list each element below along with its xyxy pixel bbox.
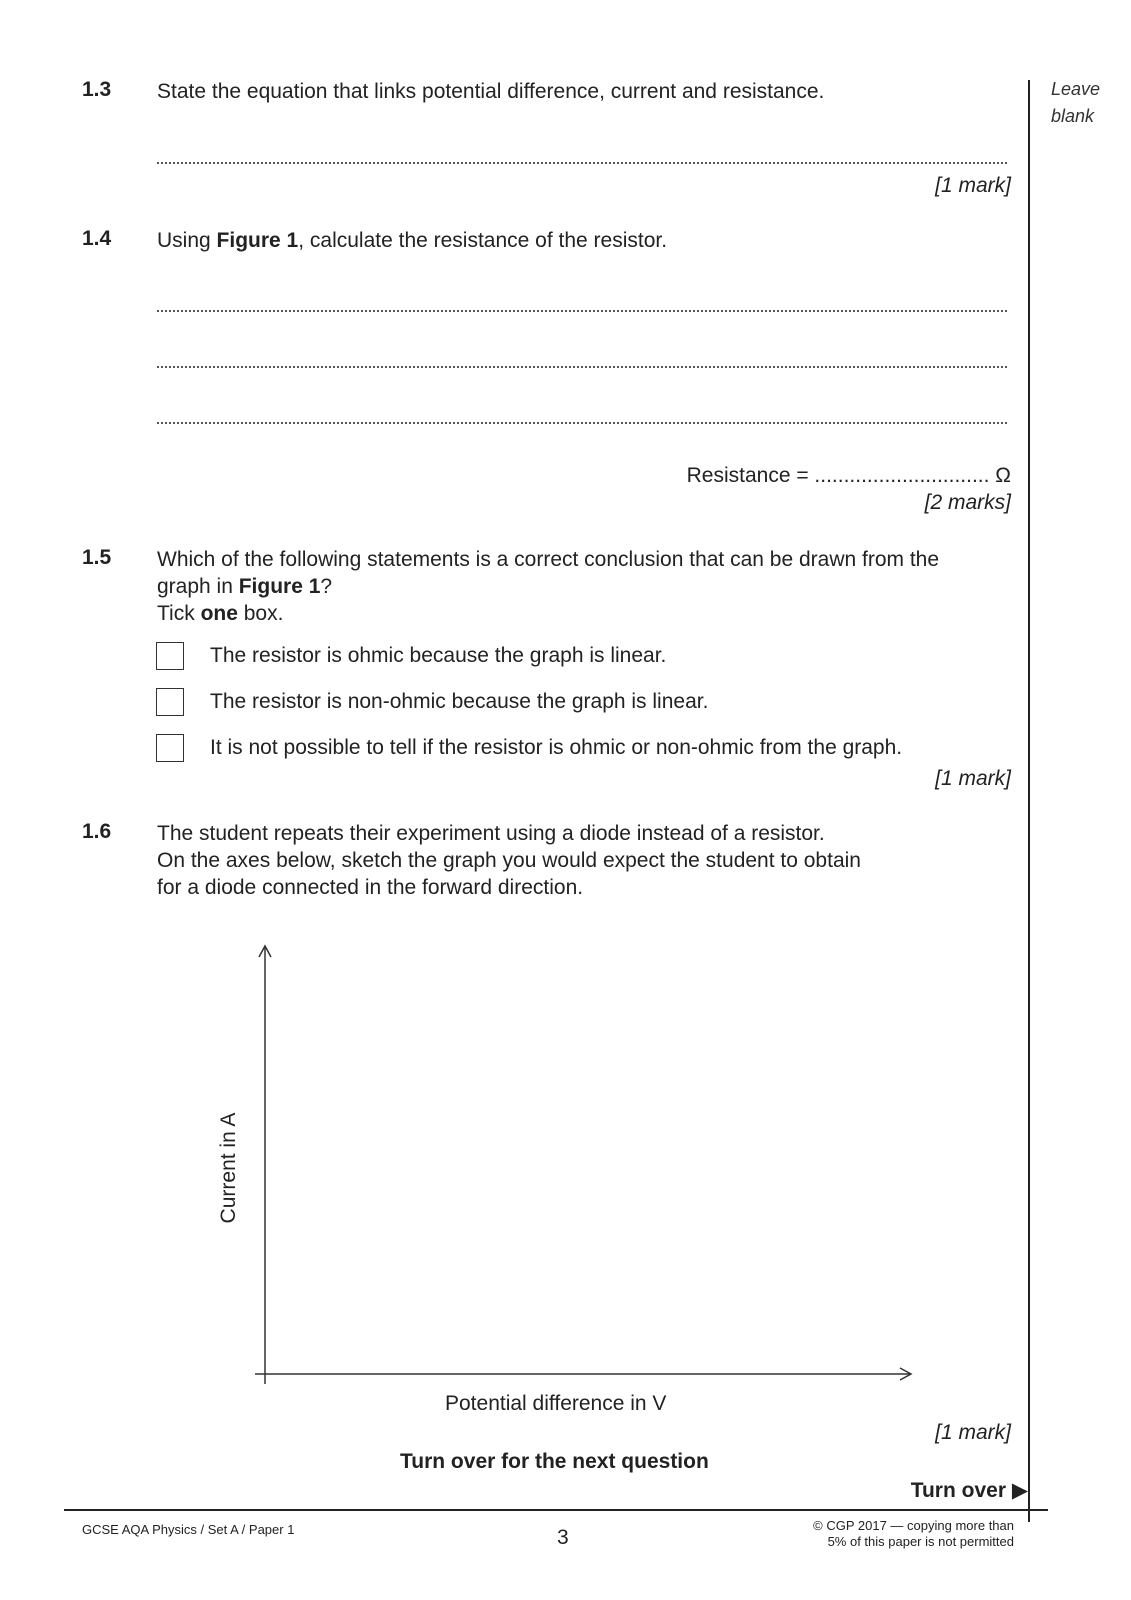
option-label-2: The resistor is non-ohmic because the graph is linear. [210, 690, 709, 713]
question-number-1-4: 1.4 [82, 227, 112, 250]
question-text-1-5: Which of the following statements is a correct conclusion that can be drawn from the graph in Figure 1? Tick one box. [157, 548, 940, 625]
question-text-1-3: State the equation that links potential difference, current and resistance. [157, 80, 825, 103]
option-label-1: The resistor is ohmic because the graph is linear. [210, 644, 667, 667]
marks-1-5: [1 mark] [935, 767, 1011, 790]
marks-1-3: [1 mark] [935, 174, 1011, 197]
x-axis-label: Potential difference in V [445, 1392, 667, 1415]
turn-over-next-question: Turn over for the next question [400, 1450, 709, 1473]
footer-rule [64, 1509, 1048, 1511]
page-number: 3 [557, 1526, 569, 1549]
turn-over-link[interactable]: Turn over ▶ [910, 1479, 1028, 1502]
footer-paper-info: GCSE AQA Physics / Set A / Paper 1 [82, 1522, 295, 1537]
question-text-1-4: Using Figure 1, calculate the resistance of the resistor. [157, 229, 668, 252]
y-axis-label: Current in A [217, 1112, 240, 1224]
question-text-1-6: The student repeats their experiment using a diode instead of a resistor. On the axes below, sketch the graph you would expect the student to obtain for a diode connected in the forward direction. [157, 822, 861, 899]
leave-blank-label: Leave blank [1051, 79, 1101, 126]
question-number-1-6: 1.6 [82, 820, 112, 843]
question-number-1-5: 1.5 [82, 546, 112, 569]
resistance-answer-field[interactable]: Resistance = .............................. Ω [686, 464, 1011, 487]
option-label-3: It is not possible to tell if the resistor is ohmic or non-ohmic from the graph. [210, 736, 903, 759]
right-triangle-icon: ▶ [1011, 1479, 1028, 1502]
marks-1-6: [1 mark] [935, 1421, 1011, 1444]
footer-copyright: © CGP 2017 — copying more than 5% of this paper is not permitted [813, 1518, 1014, 1549]
marks-1-4: [2 marks] [924, 491, 1011, 514]
question-number-1-3: 1.3 [82, 78, 112, 101]
